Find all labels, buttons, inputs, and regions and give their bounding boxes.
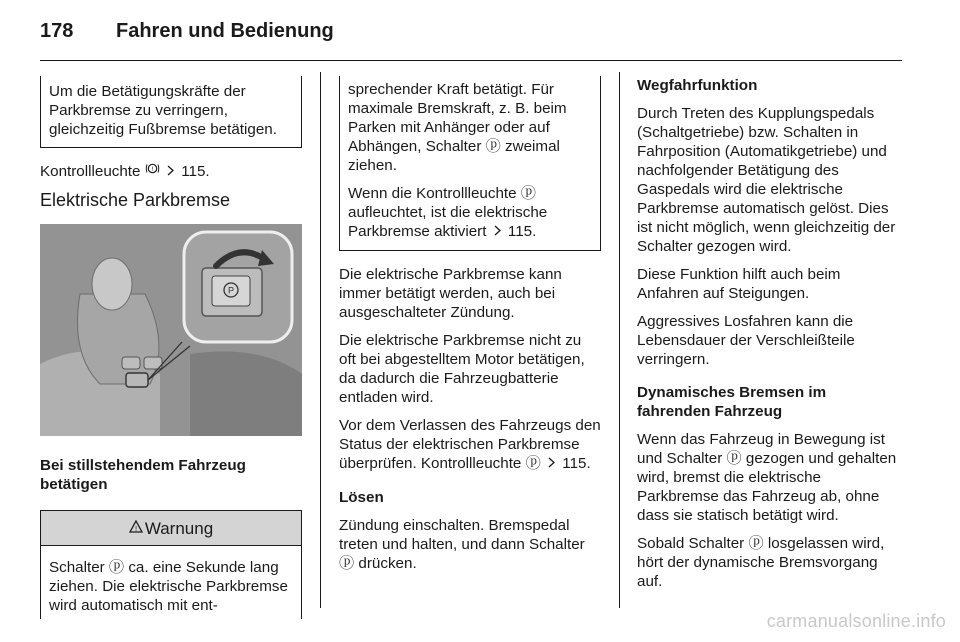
column-divider-1 xyxy=(320,72,321,608)
indicator-ref: 115. xyxy=(181,163,210,180)
paragraph: Wenn das Fahrzeug in Bewegung ist und Schalter ⓟ gezogen und gehalten wird, bremst die elektrische Parkbremse das Fahrzeug ab, ohne dass sie statisch betätigt wird. xyxy=(637,431,897,524)
section-title: Elektrische Parkbremse xyxy=(40,190,231,210)
warning-continued-ref: 115. xyxy=(507,223,537,240)
paragraph: Durch Treten des Kupplungspedals (Schaltgetriebe) bzw. Schalten in Fahrposition (Automatikgetriebe) und nachfolgender Betätigung des Gaspedals wird die elektrische Parkbremse automatisch gelöst. Dies ist nicht möglich, wenn gleichzeitig der Schalter gezogen wird. xyxy=(637,105,896,255)
paragraph: Die elektrische Parkbremse kann immer betätigt werden, auch bei ausgeschalteter Zündung. xyxy=(339,266,562,321)
indicator-label: Kontrollleuchte xyxy=(40,163,141,180)
warning-text: Schalter ⓟ ca. eine Sekunde lang ziehen. Die elektrische Parkbremse wird automatisch mit ent- xyxy=(49,559,288,614)
paragraph: Sobald Schalter ⓟ losgelassen wird, hört der dynamische Bremsvorgang auf. xyxy=(637,535,885,590)
warning-triangle-icon xyxy=(129,511,143,545)
paragraph-ref: 115. xyxy=(562,455,591,472)
paragraph: Aggressives Losfahren kann die Lebensdauer der Verschleißteile verringern. xyxy=(637,313,855,368)
paragraph-pre: Vor dem Verlassen des Fahrzeugs den Status der elektrischen Parkbremse überprüfen. Kontrollleuchte ⓟ xyxy=(339,417,601,472)
page-ref-arrow-icon xyxy=(547,455,556,474)
paragraph: Diese Funktion hilft auch beim Anfahren auf Steigungen. xyxy=(637,266,841,302)
paragraph xyxy=(339,416,601,474)
column-3 xyxy=(637,76,903,600)
paragraph: Zündung einschalten. Bremspedal treten und halten, und dann Schalter ⓟ drücken. xyxy=(339,517,585,572)
svg-text:!: ! xyxy=(134,524,137,533)
hint-text: Um die Betätigungskräfte der Parkbremse zu verringern, gleichzeitig Fußbremse betätigen. xyxy=(49,83,277,138)
warning-continued-pre: Wenn die Kontrollleuchte ⓟ aufleuchtet, ist die elektrische Parkbremse aktiviert xyxy=(348,185,548,240)
hint-box xyxy=(40,76,302,148)
page-header xyxy=(40,14,920,54)
header-rule xyxy=(40,60,902,61)
column-divider-2 xyxy=(619,72,620,608)
subhead-drive-away: Wegfahrfunktion xyxy=(637,77,758,94)
page-number: 178 xyxy=(40,20,74,42)
subhead-apply: Bei stillstehendem Fahrzeug betätigen xyxy=(40,457,246,493)
indicator-line xyxy=(40,162,302,182)
warning-continued-text-2 xyxy=(348,184,592,242)
parking-brake-figure xyxy=(40,224,302,436)
paragraph: Die elektrische Parkbremse nicht zu oft bei abgestelltem Motor betätigen, da dadurch die Fahrzeugbatterie entladen wird. xyxy=(339,332,585,406)
parking-brake-illustration xyxy=(40,224,302,436)
column-2 xyxy=(339,76,601,582)
warning-title: Warnung xyxy=(144,519,214,538)
warning-box xyxy=(40,510,302,619)
brake-indicator-icon xyxy=(145,162,160,177)
watermark: carmanualsonline.info xyxy=(766,611,946,631)
warning-header xyxy=(41,511,301,546)
svg-text:!: ! xyxy=(151,166,154,173)
page-ref-arrow-icon xyxy=(493,223,502,242)
page-ref-arrow-icon xyxy=(166,163,175,182)
warning-continued-box xyxy=(339,76,601,251)
subhead-dynamic-braking: Dynamisches Bremsen im fahrenden Fahrzeug xyxy=(637,384,827,420)
column-1 xyxy=(40,76,302,619)
subhead-release: Lösen xyxy=(339,489,384,506)
warning-continued-text: sprechender Kraft betätigt. Für maximale Bremskraft, z. B. beim Parken mit Anhänger oder auf Abhängen, Schalter ⓟ zweimal ziehen. xyxy=(348,81,567,174)
warning-body xyxy=(41,546,301,619)
svg-text:P: P xyxy=(227,285,235,296)
page-title: Fahren und Bedienung xyxy=(116,20,334,42)
